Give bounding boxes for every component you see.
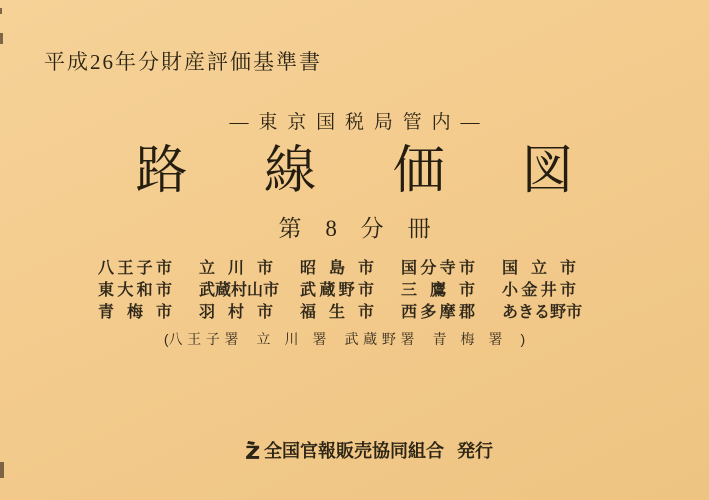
- page-title: [0, 143, 709, 200]
- tax-office-name: 立 川 署: [256, 331, 327, 347]
- volume-number: [0, 217, 709, 240]
- city-name: 羽 村 市: [199, 304, 273, 321]
- jurisdiction-text: ― 東 京 国 税 局 管 内 ―: [229, 112, 480, 133]
- publisher-line: [14, 441, 709, 460]
- city-name: 武 蔵 村 山 市: [199, 282, 280, 299]
- city-name: 西 多 摩 郡: [401, 304, 475, 321]
- city-row: [98, 304, 583, 321]
- city-name: 小 金 井 市: [502, 282, 576, 299]
- city-name: 福 生 市: [300, 304, 374, 321]
- city-name: 八 王 子 市: [98, 260, 172, 277]
- city-name: 昭 島 市: [300, 260, 374, 277]
- tax-office-name: 武 蔵 野 署: [344, 331, 415, 347]
- page-title-text: 路 線 価 図: [135, 143, 574, 200]
- publisher-suffix: 発行: [457, 440, 493, 461]
- scan-edge-artifact: [0, 462, 4, 478]
- city-name: あ き る 野 市: [502, 304, 583, 321]
- scan-edge-artifact: [0, 8, 2, 14]
- scan-edge-artifact: [0, 33, 3, 44]
- jurisdiction-subtitle: [0, 113, 709, 132]
- open-paren: (: [163, 331, 169, 347]
- city-name: 東 大 和 市: [98, 282, 172, 299]
- tax-office-name: 青 梅 署: [432, 331, 503, 347]
- city-name: 武 蔵 野 市: [300, 282, 374, 299]
- city-row: [98, 283, 578, 299]
- era-note: 平成26年分財産評価基準書: [44, 50, 322, 74]
- tax-office-name: 八 王 子 署: [168, 331, 239, 347]
- city-name: 三 鷹 市: [401, 282, 475, 299]
- city-name: 国 立 市: [502, 260, 576, 277]
- city-name: 立 川 市: [199, 260, 273, 277]
- city-name: 国 分 寺 市: [401, 260, 475, 277]
- publisher-cooperative-mark-icon: [244, 441, 260, 460]
- tax-office-list: [0, 332, 699, 346]
- city-name: 青 梅 市: [98, 304, 172, 321]
- publisher-name: 全国官報販売協同組合: [264, 440, 444, 461]
- close-paren: ): [520, 331, 526, 347]
- coverage-city-list: [98, 260, 583, 327]
- city-row: [98, 261, 578, 277]
- volume-number-text: 第 8 分 冊: [278, 216, 431, 241]
